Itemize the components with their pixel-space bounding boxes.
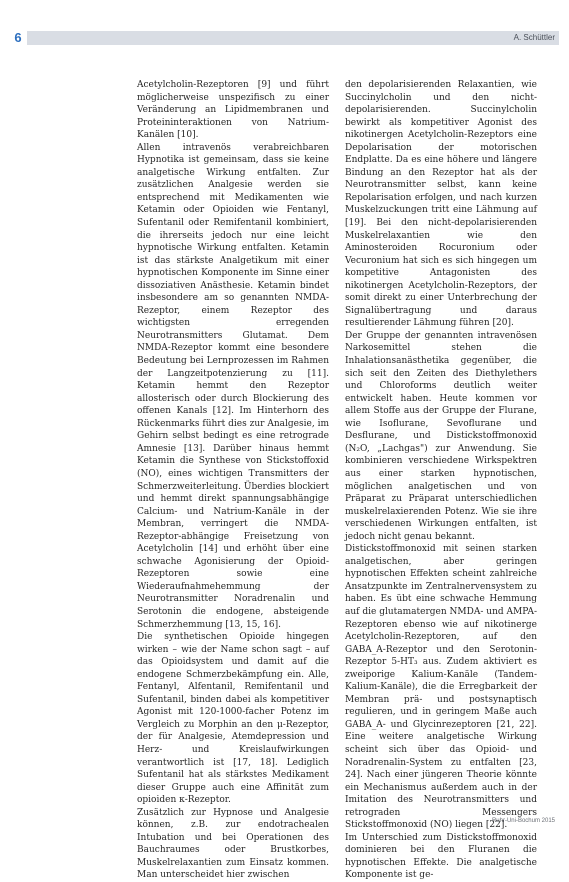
text-column-right xyxy=(345,79,537,882)
running-header-author: A. Schüttler xyxy=(513,33,555,42)
paragraph: Distickstoffmonoxid mit seinen starken analgetischen, aber geringen hypnotischen Effekten scheint zahlreiche Ansatzpunkte im Zentralnervensystem zu haben. Es übt eine schwache Hemmung auf die glutamatergen NMDA- und AMPA-Rezeptoren ebenso wie auf nikotinerge Acetylcholin-Rezeptoren, auf den GABA_A-Rezeptor und den Serotonin-Rezeptor 5-HT₃ aus. Zudem aktiviert es zweiporige Kalium-Kanäle (Tandem-Kalium-Kanäle), die die Erregbarkeit der Membran prä- und postsynaptisch regulieren, und in geringem Maße auch GABA_A- und Glycinrezeptoren [21, 22]. Eine weitere analgetische Wirkung scheint sich über das Opioid- und Noradrenalin-System zu entfalten [23, 24]. Nach einer jüngeren Theorie könnte ein Mechanismus außerdem auch in der Imitation des Neurotransmitters und retrograden Messengers Stickstoffmonoxid (NO) liegen [22]. xyxy=(345,544,537,831)
header-bar xyxy=(10,31,559,45)
paragraph: Der Gruppe der genannten intravenösen Narkosemittel stehen die Inhalationsanästhetika gegenüber, die sich seit den Zeiten des Diethylethers und Chloroforms deutlich weiter entwickelt haben. Heute kommen vor allem Stoffe aus der Gruppe der Flurane, wie Isoflurane, Sevoflurane und Desflurane, und Distickstoffmonoxid (N₂O, „Lachgas") zur Anwendung. Sie kombinieren verschiedene Wirkspektren aus einer starken hypnotischen, möglichen analgetischen und von Präparat zu Präparat unterschiedlichen muskelrelaxierenden Potenz. Wie sie ihre verschiedenen Wirkungen entfalten, ist jedoch nicht genau bekannt. xyxy=(345,330,537,542)
text-column-left xyxy=(137,79,329,882)
paragraph: den depolarisierenden Relaxantien, wie Succinylcholin und den nicht-depolarisierenden. Succinylcholin bewirkt als kompetitiver Agonist des nikotinergen Acetylcholin-Rezeptors eine Depolarisation der motorischen Endplatte. Da es eine höhere und längere Bindung an den Rezeptor hat als der Neurotransmitter selbst, kann keine Repolarisation erfolgen, und nach kurzen Muskelzuckungen tritt eine Lähmung auf [19]. Bei den nicht-depolarisierenden Muskelrelaxantien wie den Aminosteroiden Rocuronium oder Vecuronium hat sich es sich hingegen um kompetitive Antagonisten des nikotinergen Acetylcholin-Rezeptors, der somit direkt zu einer Unterbrechung der Signalübertragung und daraus resultierender Lähmung führen [20]. xyxy=(345,80,537,329)
paragraph: Allen intravenös verabreichbaren Hypnotika ist gemeinsam, dass sie keine analgetische Wirkung entfalten. Zur zusätzlichen Analgesie werden sie entsprechend mit Medikamenten wie Ketamin oder Opioiden wie Fentanyl, Sufentanil oder Remifentanil kombiniert, die ihrerseits jedoch nur eine leicht hypnotische Wirkung entfalten. Ketamin ist das stärkste Analgetikum mit einer hypnotischen Komponente im Sinne einer dissoziativen Anästhesie. Ketamin bindet insbesondere am so genannten NMDA-Rezeptor, einem Rezeptor des wichtigsten erregenden Neurotransmitters Glutamat. Dem NMDA-Rezeptor kommt eine besondere Bedeutung bei Lernprozessen im Rahmen der Langzeitpotenzierung zu [11]. Ketamin hemmt den Rezeptor allosterisch oder durch Blockierung des offenen Kanals [12]. Im Hinterhorn des Rückenmarks führt dies zur Analgesie, im Gehirn selbst bedingt es eine retrograde Amnesie [13]. Darüber hinaus hemmt Ketamin die Synthese von Stickstoffoxid (NO), eines wichtigen Transmitters der Schmerzweiterleitung. Überdies blockiert und hemmt direkt spannungsabhängige Calcium- und Natrium-Kanäle in der Membran, verringert die NMDA-Rezeptor-abhängige Freisetzung von Acetylcholin [14] und erhöht über eine schwache Agonisierung der Opioid-Rezeptoren sowie eine Wiederaufnahmehemmung der Neurotransmitter Noradrenalin und Serotonin die endogene, absteigende Schmerzhemmung [13, 15, 16]. xyxy=(137,142,329,630)
paragraph: Die synthetischen Opioide hingegen wirken – wie der Name schon sagt – auf das Opioidsystem und damit auf die endogene Schmerzbekämpfung ein. Alle, Fentanyl, Alfentanil, Remifentanil und Sufentanil, binden dabei als kompetitiver Agonist mit 120-1000-facher Potenz im Vergleich zu Morphin an den μ-Rezeptor, der für Analgesie, Atemdepression und Herz- und Kreislaufwirkungen verantwortlich ist [17, 18]. Lediglich Sufentanil hat als stärkstes Medikament dieser Gruppe auch eine Affinität zum opioiden κ-Rezeptor. xyxy=(137,632,329,806)
page-number: 6 xyxy=(9,30,27,46)
paragraph: Im Unterschied zum Distickstoffmonoxid dominieren bei den Fluranen die hypnotischen Effekte. Die analgetische Komponente ist ge- xyxy=(345,832,537,881)
page-footer: Ruhr-Uni-Bochum 2015 xyxy=(491,818,555,824)
paragraph: Acetylcholin-Rezeptoren [9] und führt möglicherweise unspezifisch zu einer Veränderung an Lipidmembranen und Proteininteraktionen von Natrium-Kanälen [10]. xyxy=(137,80,329,141)
paragraph: Zusätzlich zur Hypnose und Analgesie können, z.B. zur endotrachealen Intubation und bei Operationen des Bauchraumes oder Brustkorbes, Muskelrelaxantien zum Einsatz kommen. Man unterscheidet hier zwischen xyxy=(137,807,329,881)
